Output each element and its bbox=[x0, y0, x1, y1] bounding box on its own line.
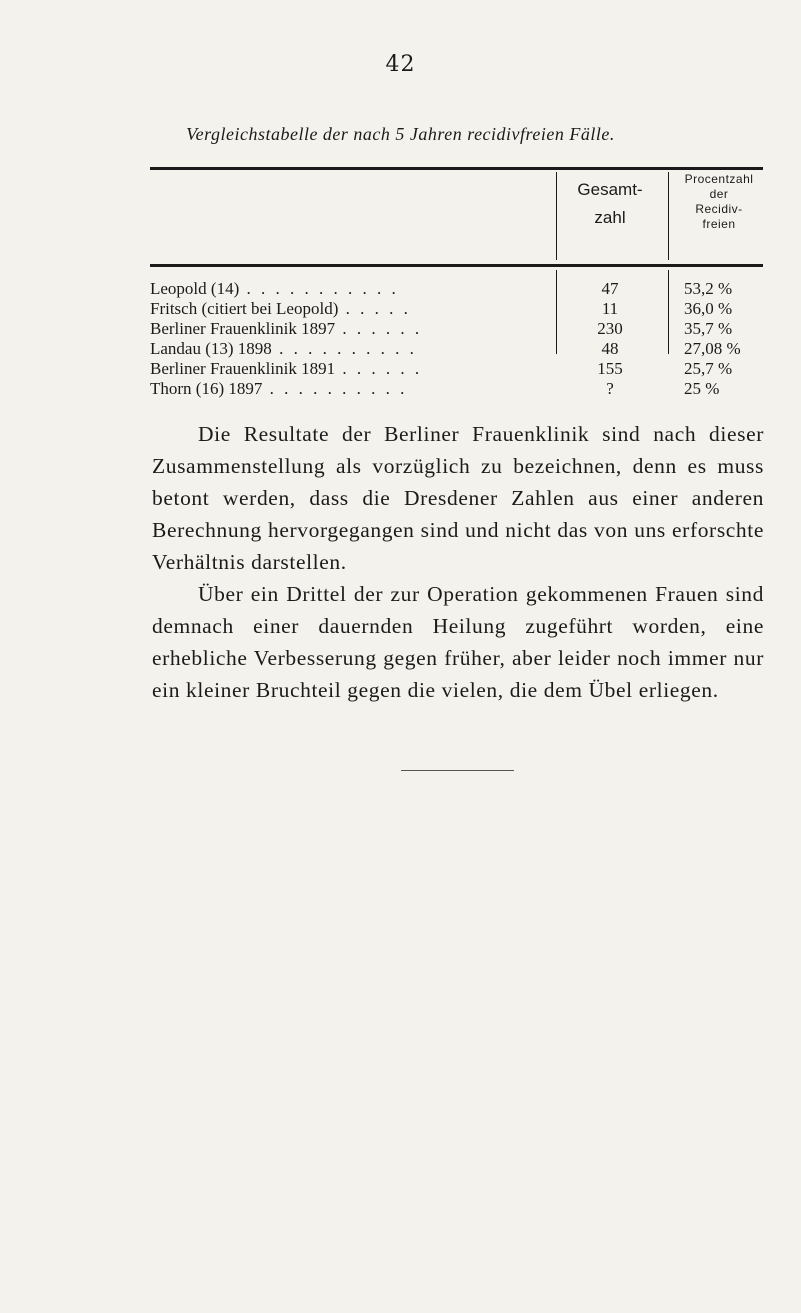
table-caption: Vergleichstabelle der nach 5 Jahren recidivfreien Fälle. bbox=[186, 124, 615, 144]
header-procentzahl-line4: freien bbox=[702, 217, 736, 231]
body-text bbox=[152, 418, 764, 706]
header-procentzahl-line1: Procentzahl bbox=[684, 172, 754, 186]
header-procentzahl-line2: der bbox=[709, 187, 729, 201]
row-total: 47 bbox=[601, 279, 619, 298]
header-gesamtzahl-line2: zahl bbox=[594, 208, 626, 227]
table-row bbox=[150, 378, 770, 400]
table-row bbox=[150, 278, 770, 300]
header-procentzahl-line3: Recidiv- bbox=[695, 202, 743, 216]
row-label: Thorn (16) 1897 . . . . . . . . . . bbox=[150, 379, 408, 398]
table-row bbox=[150, 318, 770, 340]
header-gesamtzahl bbox=[555, 176, 665, 232]
row-label: Berliner Frauenklinik 1897 . . . . . . bbox=[150, 319, 423, 338]
row-total: 155 bbox=[597, 359, 623, 378]
row-percent: 27,08 % bbox=[684, 339, 741, 358]
table-header-rule bbox=[150, 264, 763, 267]
row-label: Landau (13) 1898 . . . . . . . . . . bbox=[150, 339, 417, 358]
table-row bbox=[150, 298, 770, 320]
row-label: Fritsch (citiert bei Leopold) . . . . . bbox=[150, 299, 411, 318]
paragraph: Die Resultate der Berliner Frauenklinik sind nach dieser Zusammenstellung als vorzüglich zu bezeichnen, denn es muss betont werden, dass die Dresdener Zahlen aus einer anderen Berechnung hervorgegangen sind und nicht das von uns erforschte Verhältnis darstellen. bbox=[152, 422, 764, 574]
page-number: 42 bbox=[385, 52, 416, 77]
row-label: Berliner Frauenklinik 1891 . . . . . . bbox=[150, 359, 423, 378]
row-total: 11 bbox=[601, 299, 619, 318]
row-percent: 35,7 % bbox=[684, 319, 733, 338]
table-row bbox=[150, 338, 770, 360]
row-percent: 25 % bbox=[684, 379, 720, 398]
row-total: 48 bbox=[601, 339, 619, 358]
footer-rule bbox=[401, 770, 514, 771]
table-row bbox=[150, 358, 770, 380]
row-percent: 53,2 % bbox=[684, 279, 733, 298]
header-procentzahl bbox=[668, 172, 770, 232]
header-gesamtzahl-line1: Gesamt- bbox=[577, 180, 643, 199]
row-percent: 36,0 % bbox=[684, 299, 733, 318]
paragraph: Über ein Drittel der zur Operation gekommenen Frauen sind demnach einer dauernden Heilung zugeführt worden, eine erhebliche Verbesserung gegen früher, aber leider noch immer nur ein kleiner Bruchteil gegen die vielen, die dem Übel erliegen. bbox=[152, 582, 764, 702]
row-total: 230 bbox=[597, 319, 623, 338]
row-label: Leopold (14) . . . . . . . . . . . bbox=[150, 279, 399, 298]
row-percent: 25,7 % bbox=[684, 359, 733, 378]
table-top-rule bbox=[150, 167, 763, 170]
row-total: ? bbox=[606, 379, 614, 398]
